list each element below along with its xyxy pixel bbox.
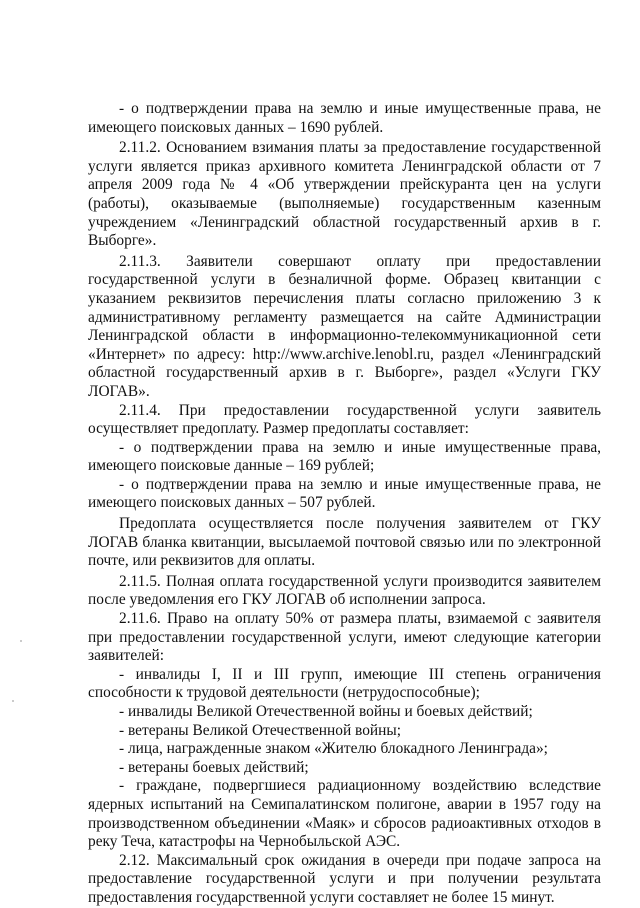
paragraph-2-11-2: 2.11.2. Основанием взимания платы за предоставление государственной услуги является приказ архивного комитета Ленинградской области от 7 апреля 2009 года № 4 «Об утверждении прейскуранта цен на услуги (работы), оказываемые (выполняемые) государственным казенным учреждением «Ленинградский областной государственный архив в г. Выборге». bbox=[88, 139, 601, 250]
list-item-radiation-victims: - граждане, подвергшиеся радиационному воздействию вследствие ядерных испытаний на Семипалатинском полигоне, аварии в 1957 году на производственном объединении «Маяк» и сбросов радиоактивных отходов в реку Теча, катастрофы на Чернобыльской АЭС. bbox=[88, 777, 601, 851]
paragraph-prepayment-conditions: Предоплата осуществляется после получения заявителем от ГКУ ЛОГАВ бланка квитанции, высылаемой почтовой связью или по электронной почте, или реквизитов для оплаты. bbox=[88, 515, 601, 570]
paragraph-2-11-5: 2.11.5. Полная оплата государственной услуги производится заявителем после уведомления его ГКУ ЛОГАВ об исполнении запроса. bbox=[88, 572, 601, 609]
scan-speck bbox=[12, 700, 14, 702]
paragraph-land-rights-no-search-data-1690: - о подтверждении права на землю и иные имущественные права, не имеющего поисковых данных – 1690 рублей. bbox=[88, 100, 601, 136]
list-item-war-veterans: - ветераны Великой Отечественной войны; bbox=[119, 721, 401, 739]
paragraph-2-11-3: 2.11.3. Заявители совершают оплату при предоставлении государственной услуги в безналичной форме. Образец квитанции с указанием реквизитов перечисления платы согласно приложению 3 к административному регламенту размещается на сайте Администрации Ленинградской области в информационно-телекоммуникационной сети «Интернет» по адресу: http://www.archive.lenobl.ru, раздел «Ленинградский областной государственный архив в г. Выборге», раздел «Услуги ГКУ ЛОГАВ». bbox=[88, 252, 601, 400]
paragraph-prepayment-169: - о подтверждении права на землю и иные имущественные права, имеющего поисковые данные – 169 рублей; bbox=[88, 438, 601, 475]
paragraph-2-12: 2.12. Максимальный срок ожидания в очереди при подаче запроса на предоставление государственной услуги и при получении результата предоставления государственной услуги составляет не более 15 минут. bbox=[88, 851, 601, 906]
list-item-disabled-groups: - инвалиды I, II и III групп, имеющие III степень ограничения способности к трудовой деятельности (нетрудоспособные); bbox=[88, 665, 601, 702]
paragraph-2-11-6: 2.11.6. Право на оплату 50% от размера платы, взимаемой с заявителя при предоставлении государственной услуги, имеют следующие категории заявителей: bbox=[88, 610, 601, 665]
document-body bbox=[88, 100, 601, 908]
list-item-war-invalids: - инвалиды Великой Отечественной войны и боевых действий; bbox=[119, 703, 533, 720]
scan-speck bbox=[20, 640, 22, 642]
list-item-combat-veterans: - ветераны боевых действий; bbox=[119, 758, 309, 776]
paragraph-prepayment-507: - о подтверждении права на землю и иные имущественные права, не имеющего поисковых данных – 507 рублей. bbox=[88, 475, 601, 512]
list-item-blockade-residents: - лица, награжденные знаком «Жителю блокадного Ленинграда»; bbox=[119, 740, 548, 758]
paragraph-2-11-4: 2.11.4. При предоставлении государственной услуги заявитель осуществляет предоплату. Размер предоплаты составляет: bbox=[88, 401, 601, 438]
